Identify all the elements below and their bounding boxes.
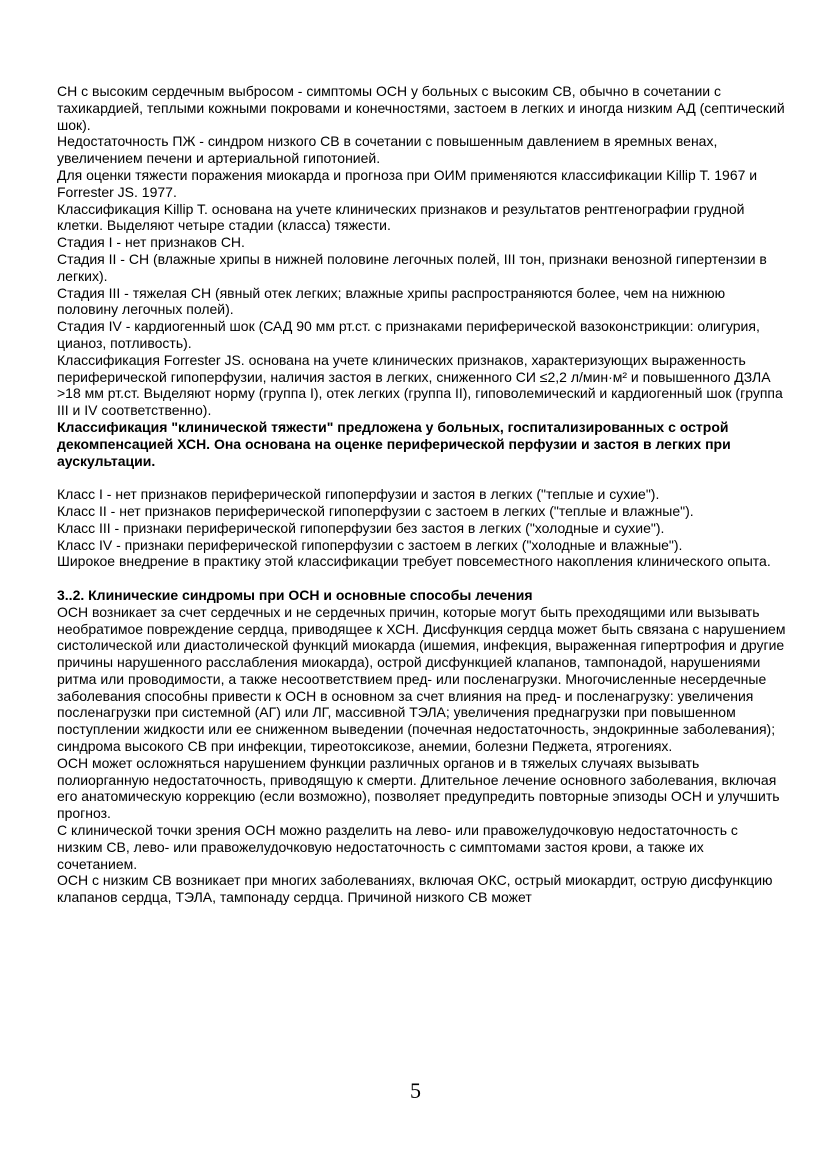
paragraph-class-2: Класс II - нет признаков периферической гипоперфузии с застоем в легких ("теплые и влажные"). [57,502,694,519]
paragraph-killip-stage-2: Стадия II - СН (влажные хрипы в нижней половине легочных полей, III тон, признаки венозной гипертензии в легких). [57,250,767,284]
page-number: 5 [410,1078,421,1103]
paragraph-class-1: Класс I - нет признаков периферической гипоперфузии и застоя в легких ("теплые и сухие"). [57,486,660,503]
paragraph-killip-stage-4: Стадия IV - кардиогенный шок (САД 90 мм рт.ст. с признаками периферической вазоконстрикции: олигурия, цианоз, потливость). [57,318,760,351]
paragraph-low-output: ОСН с низким СВ возникает при многих заболеваниях, включая ОКС, острый миокардит, острую дисфункцию клапанов сердца, ТЭЛА, тампонаду сердца. Причиной низкого СВ может [57,872,773,906]
paragraph-wide-adoption: Широкое внедрение в практику этой классификации требует повсеместного накопления клинического опыта. [57,553,771,570]
paragraph-killip: Классификация Killip T. основана на учете клинических признаков и результатов рентгенографии грудной клетки. Выделяют четыре стадии (класса) тяжести. [57,200,745,234]
paragraph-class-4: Класс IV - признаки периферической гипоперфузии с застоем в легких ("холодные и влажные"). [57,536,683,553]
paragraph-rv-failure: Недостаточность ПЖ - синдром низкого СВ в сочетании с повышенным давлением в яремных венах, увеличением печени и артериальной гипотонией. [57,133,718,167]
paragraph-osn-causes: ОСН возникает за счет сердечных и не сердечных причин, которые могут быть преходящими или вызывать необратимое повреждение сердца, приводящее к ХСН. Дисфункция сердца может быть связана с нарушением систолической или диастолической функций миокарда (ишемия, инфекция, выраженная гипертрофия и другие причины нарушенного расслабления миокарда), острой дисфункцией клапанов, тампонадой, нарушениями ритма или проводимости, а также несоответствием пред- или посленагрузки. Многочисленные несердечные заболевания способны привести к ОСН в основном за счет влияния на пред- и посленагрузку: увеличения посленагрузки при системной (АГ) или ЛГ, массивной ТЭЛА; увеличения преднагрузки при повышенном поступлении жидкости или ее сниженном выведении (почечная недостаточность, эндокринные заболевания); синдрома высокого СВ при инфекции, тиреотоксикозе, анемии, болезни Педжета, ятрогениях. [57,603,786,755]
paragraph-classifications-intro: Для оценки тяжести поражения миокарда и прогноза при ОИМ применяются классификации Killip T. 1967 и Forrester JS. 1977. [57,166,758,200]
page-content [57,83,787,906]
paragraph-high-output-hf: СН с высоким сердечным выбросом - симптомы ОСН у больных с высоким СВ, обычно в сочетании с тахикардией, теплыми кожными покровами и конечностями, застоем в легких и иногда низким АД (септический шок). [57,83,785,133]
paragraph-killip-stage-1: Стадия I - нет признаков СН. [57,234,245,251]
paragraph-forrester: Классификация Forrester JS. основана на учете клинических признаков, характеризующих выраженность периферической гипоперфузии, наличия застоя в легких, сниженного СИ ≤2,2 л/мин·м² и повышенного ДЗЛА >18 мм рт.ст. Выделяют норму (группа I), отек легких (группа II), гиповолемический и кардиогенный шок (группа III и IV соответственно). [57,351,783,419]
paragraph-class-3: Класс III - признаки периферической гипоперфузии без застоя в легких ("холодные и сухие"). [57,519,665,536]
paragraph-killip-stage-3: Стадия III - тяжелая СН (явный отек легких; влажные хрипы распространяются более, чем на нижнюю половину легочных полей). [57,284,726,318]
paragraph-osn-complications: ОСН может осложняться нарушением функции различных органов и в тяжелых случаях вызывать полиорганную недостаточность, приводящую к смерти. Длительное лечение основного заболевания, включая его анатомическую коррекцию (если возможно), позволяет предупредить повторные эпизоды ОСН и улучшить прогноз. [57,754,780,822]
section-heading: 3..2. Клинические синдромы при ОСН и основные способы лечения [57,586,533,603]
paragraph-clinical-severity-bold: Классификация "клинической тяжести" предложена у больных, госпитализированных с острой декомпенсацией ХСН. Она основана на оценке периферической перфузии и застоя в легких при аускультации. [57,418,731,469]
paragraph-clinical-division: С клинической точки зрения ОСН можно разделить на лево- или правожелудочковую недостаточность с низким СВ, лево- или правожелудочковую недостаточность с симптомами застоя крови, а также их сочетанием. [57,822,738,872]
blank-line [57,469,787,486]
blank-line [57,570,787,587]
